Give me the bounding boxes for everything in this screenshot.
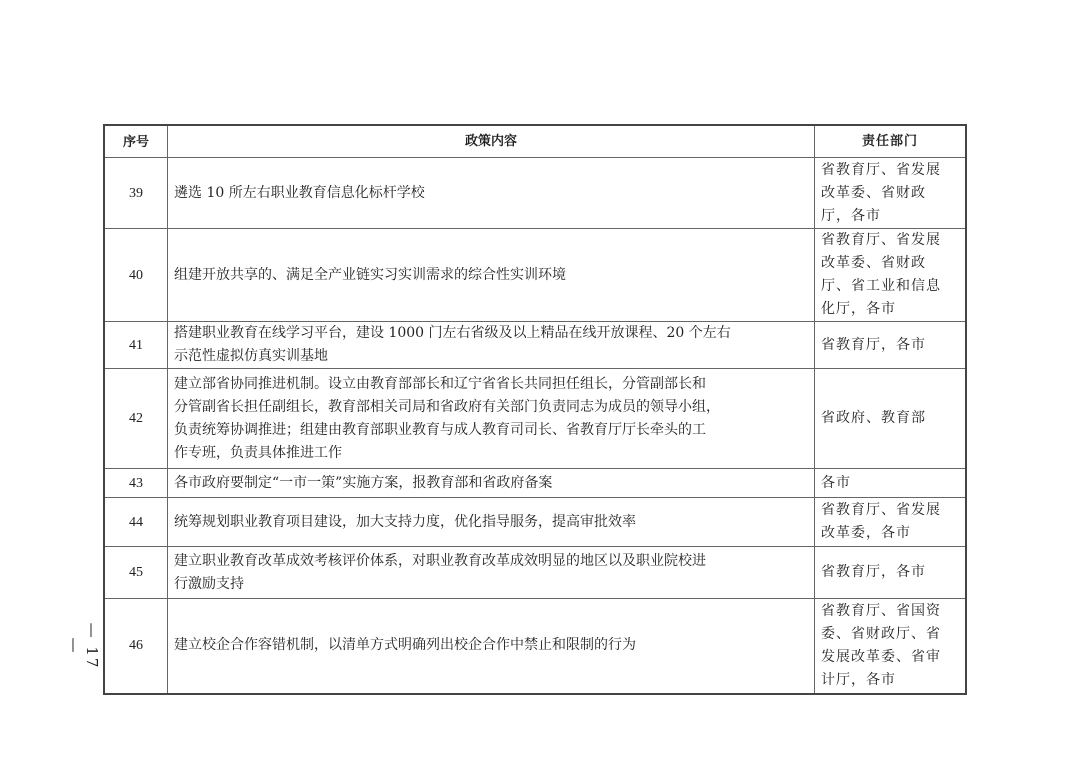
table-row	[104, 498, 966, 547]
header-number: 序号	[104, 125, 168, 158]
row-content: 搭建职业教育在线学习平台，建设 1000 门左右省级及以上精品在线开放课程、20 个左右 示范性虚拟仿真实训基地	[168, 322, 815, 369]
row-content: 建立校企合作容错机制，以清单方式明确列出校企合作中禁止和限制的行为	[168, 599, 815, 694]
row-department: 省教育厅、省发展 改革委、省财政 厅，各市	[815, 158, 967, 229]
row-department: 省教育厅，各市	[815, 547, 967, 599]
table-row	[104, 158, 966, 229]
table-row	[104, 599, 966, 694]
row-department: 省教育厅、省发展 改革委、省财政 厅、省工业和信息 化厅，各市	[815, 229, 967, 322]
row-number: 39	[104, 158, 168, 229]
row-department: 省教育厅、省国资 委、省财政厅、省 发展改革委、省审 计厅，各市	[815, 599, 967, 694]
row-number: 46	[104, 599, 168, 694]
row-number: 45	[104, 547, 168, 599]
row-number: 43	[104, 469, 168, 498]
table-row	[104, 369, 966, 469]
table-row	[104, 229, 966, 322]
row-number: 42	[104, 369, 168, 469]
row-department: 省教育厅，各市	[815, 322, 967, 369]
row-content: 各市政府要制定“一市一策”实施方案，报教育部和省政府备案	[168, 469, 815, 498]
policy-table	[103, 124, 967, 695]
table-header-row	[104, 125, 966, 158]
row-content: 统筹规划职业教育项目建设，加大支持力度，优化指导服务，提高审批效率	[168, 498, 815, 547]
row-number: 41	[104, 322, 168, 369]
table-row	[104, 322, 966, 369]
page-number: — 17 —	[65, 622, 101, 670]
row-number: 44	[104, 498, 168, 547]
row-content: 组建开放共享的、满足全产业链实习实训需求的综合性实训环境	[168, 229, 815, 322]
row-department: 省教育厅、省发展 改革委，各市	[815, 498, 967, 547]
row-content: 遴选 10 所左右职业教育信息化标杆学校	[168, 158, 815, 229]
row-department: 各市	[815, 469, 967, 498]
table-row	[104, 547, 966, 599]
row-content: 建立部省协同推进机制。设立由教育部部长和辽宁省省长共同担任组长，分管副部长和 分管副省长担任副组长，教育部相关司局和省政府有关部门负责同志为成员的领导小组， 负责统筹协调推进；组建由教育部职业教育与成人教育司司长、省教育厅厅长牵头的工 作专班，负责具体推进工作	[168, 369, 815, 469]
row-content: 建立职业教育改革成效考核评价体系，对职业教育改革成效明显的地区以及职业院校进 行激励支持	[168, 547, 815, 599]
row-number: 40	[104, 229, 168, 322]
header-department: 责任部门	[815, 125, 967, 158]
header-content: 政策内容	[168, 125, 815, 158]
row-department: 省政府、教育部	[815, 369, 967, 469]
table-row	[104, 469, 966, 498]
